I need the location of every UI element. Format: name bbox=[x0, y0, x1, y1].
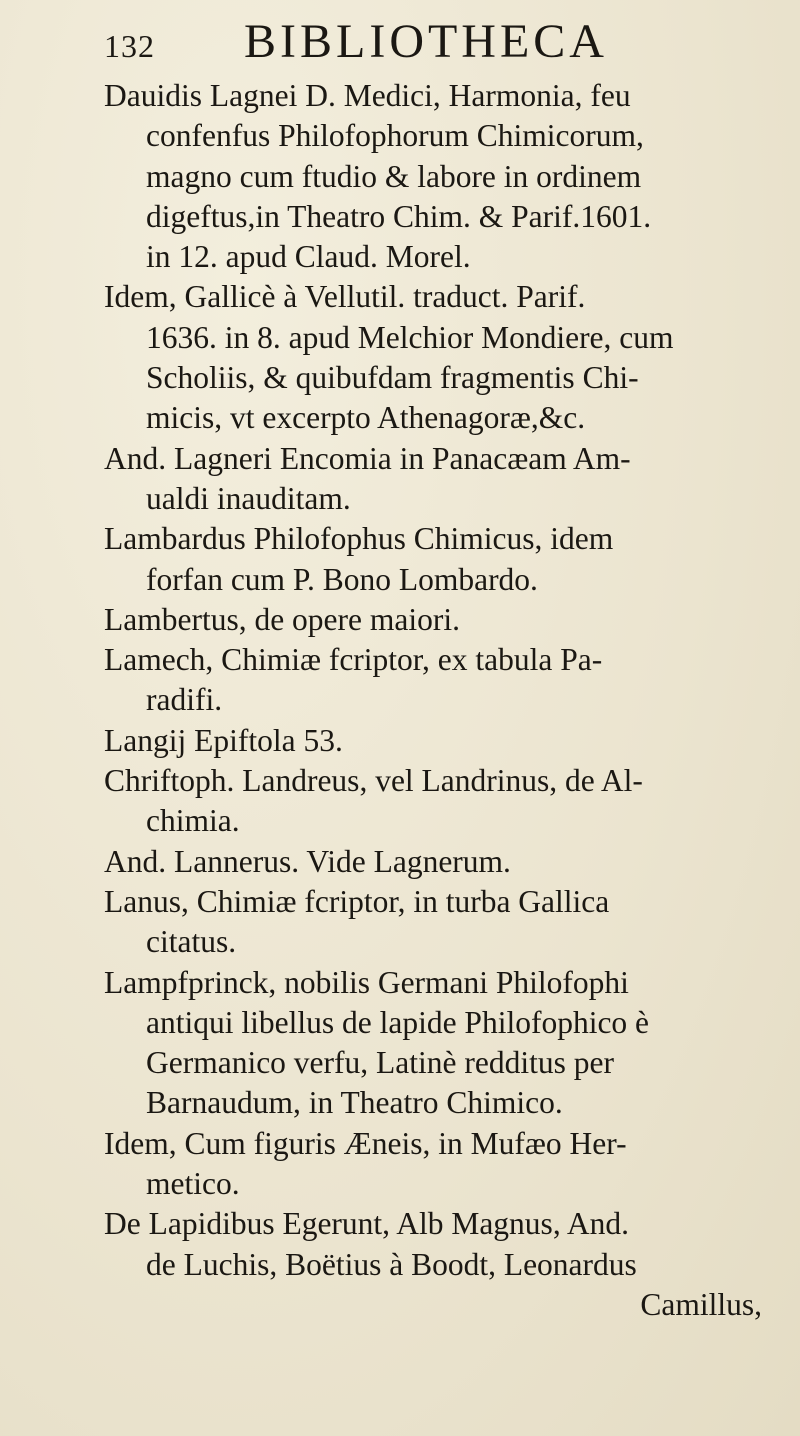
page-number: 132 bbox=[104, 28, 155, 64]
text-line: Idem, Cum figuris Æneis, in Mufæo Her- bbox=[104, 1125, 627, 1161]
text-line: radifi. bbox=[146, 682, 223, 718]
text-line: Langij Epiftola 53. bbox=[104, 722, 343, 758]
text-line: Idem, Gallicè à Vellutil. traduct. Parif. bbox=[104, 279, 586, 315]
text-line: chimia. bbox=[146, 803, 240, 839]
text-line: confenfus Philofophorum Chimicorum, bbox=[146, 118, 644, 154]
text-line: Scholiis, & quibufdam fragmentis Chi- bbox=[146, 360, 639, 396]
text-line: ualdi inauditam. bbox=[146, 480, 351, 516]
text-line: in 12. apud Claud. Morel. bbox=[146, 239, 471, 275]
text-line: antiqui libellus de lapide Philofophico è bbox=[146, 1004, 650, 1040]
text-line: Chriftoph. Landreus, vel Landrinus, de Al- bbox=[104, 763, 643, 799]
text-line: forfan cum P. Bono Lombardo. bbox=[146, 561, 538, 597]
text-line: Dauidis Lagnei D. Medici, Harmonia, feu bbox=[104, 78, 631, 113]
page-header bbox=[104, 14, 608, 69]
text-line: magno cum ftudio & labore in ordinem bbox=[146, 158, 642, 194]
text-line: micis, vt excerpto Athenagoræ,&c. bbox=[146, 400, 586, 436]
running-title: BIBLIOTHECA bbox=[244, 15, 608, 68]
text-line: Lambertus, de opere maiori. bbox=[104, 601, 460, 637]
text-line: Germanico verfu, Latinè redditus per bbox=[146, 1045, 614, 1081]
text-line: digeftus,in Theatro Chim. & Parif.1601. bbox=[146, 198, 652, 234]
text-line: De Lapidibus Egerunt, Alb Magnus, And. bbox=[104, 1206, 629, 1242]
bibliography-text bbox=[104, 76, 774, 1325]
text-line: metico. bbox=[146, 1166, 240, 1202]
text-line: de Luchis, Boëtius à Boodt, Leonardus bbox=[146, 1246, 637, 1282]
text-line: Lambardus Philofophus Chimicus, idem bbox=[104, 521, 614, 557]
text-line: Lanus, Chimiæ fcriptor, in turba Gallica bbox=[104, 883, 610, 919]
text-line: Lampfprinck, nobilis Germani Philofophi bbox=[104, 964, 629, 1000]
text-line: And. Lagneri Encomia in Panacæam Am- bbox=[104, 440, 631, 476]
text-line: citatus. bbox=[146, 924, 237, 960]
text-line: Lamech, Chimiæ fcriptor, ex tabula Pa- bbox=[104, 642, 603, 678]
text-line: And. Lannerus. Vide Lagnerum. bbox=[104, 843, 511, 879]
text-line: Barnaudum, in Theatro Chimico. bbox=[146, 1085, 563, 1121]
catchword: Camillus, bbox=[640, 1286, 762, 1322]
text-line: 1636. in 8. apud Melchior Mondiere, cum bbox=[146, 319, 674, 355]
